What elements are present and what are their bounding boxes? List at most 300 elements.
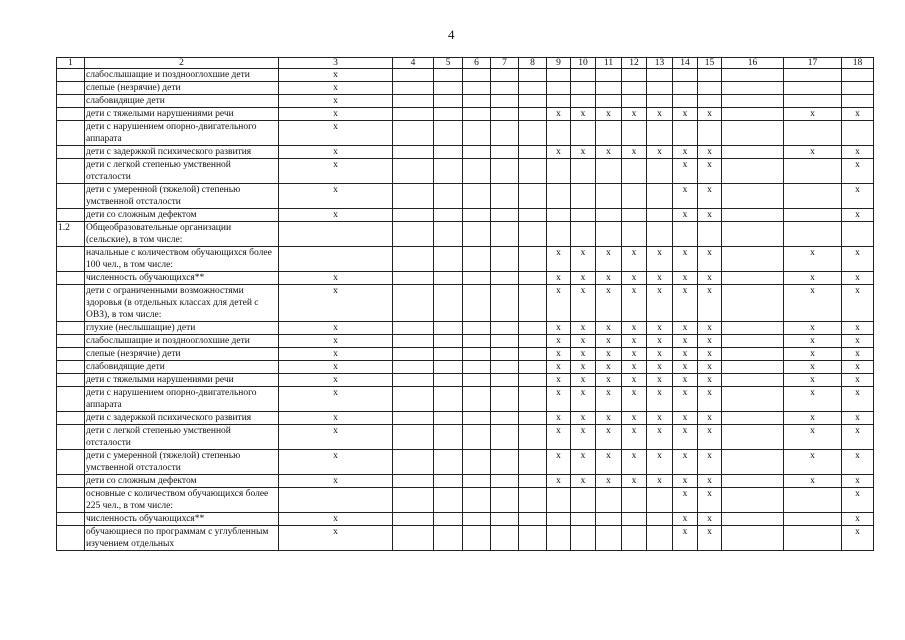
data-table (56, 57, 874, 551)
cell-col-3 (279, 222, 393, 247)
cell-col-5 (434, 69, 463, 82)
cell-col-3: x (279, 348, 393, 361)
cell-col-11 (596, 488, 622, 513)
cell-col-6 (463, 121, 491, 146)
cell-col-8 (519, 108, 547, 121)
row-label: дети с тяжелыми нарушениями речи (85, 374, 279, 387)
table-row (57, 95, 874, 108)
cell-col-14: x (673, 348, 698, 361)
cell-col-18: x (842, 108, 874, 121)
cell-col-9 (547, 513, 571, 526)
cell-col-5 (434, 488, 463, 513)
cell-col-5 (434, 247, 463, 272)
cell-col-12 (622, 121, 647, 146)
cell-col-12: x (622, 361, 647, 374)
cell-col-4 (393, 159, 434, 184)
cell-col-9 (547, 121, 571, 146)
row-number: 1.2 (57, 222, 85, 247)
cell-col-17: x (784, 450, 842, 475)
cell-col-11: x (596, 425, 622, 450)
cell-col-4 (393, 95, 434, 108)
cell-col-14 (673, 82, 698, 95)
cell-col-7 (491, 322, 519, 335)
table-row (57, 513, 874, 526)
cell-col-12 (622, 95, 647, 108)
table-row (57, 285, 874, 322)
cell-col-16 (722, 247, 784, 272)
cell-col-11 (596, 121, 622, 146)
cell-col-18: x (842, 348, 874, 361)
table-row (57, 374, 874, 387)
cell-col-14: x (673, 387, 698, 412)
cell-col-6 (463, 285, 491, 322)
table-row (57, 475, 874, 488)
cell-col-4 (393, 513, 434, 526)
cell-col-18: x (842, 159, 874, 184)
cell-col-4 (393, 209, 434, 222)
table-row (57, 209, 874, 222)
cell-col-18 (842, 95, 874, 108)
cell-col-4 (393, 272, 434, 285)
cell-col-12: x (622, 272, 647, 285)
cell-col-14: x (673, 184, 698, 209)
cell-col-9 (547, 159, 571, 184)
row-label: численность обучающихся** (85, 272, 279, 285)
cell-col-3: x (279, 108, 393, 121)
cell-col-5 (434, 222, 463, 247)
cell-col-15: x (698, 146, 722, 159)
cell-col-16 (722, 209, 784, 222)
row-number (57, 475, 85, 488)
cell-col-15: x (698, 374, 722, 387)
cell-col-17: x (784, 146, 842, 159)
cell-col-3: x (279, 146, 393, 159)
column-header-15: 15 (698, 58, 722, 69)
cell-col-15: x (698, 348, 722, 361)
table-body (57, 58, 874, 551)
cell-col-5 (434, 425, 463, 450)
row-label: дети с нарушением опорно-двигательного аппарата (85, 387, 279, 412)
cell-col-12: x (622, 285, 647, 322)
cell-col-5 (434, 184, 463, 209)
cell-col-3: x (279, 272, 393, 285)
cell-col-16 (722, 108, 784, 121)
cell-col-12: x (622, 450, 647, 475)
cell-col-8 (519, 374, 547, 387)
cell-col-7 (491, 285, 519, 322)
cell-col-7 (491, 450, 519, 475)
row-label: начальные с количеством обучающихся более 100 чел., в том числе: (85, 247, 279, 272)
cell-col-15: x (698, 526, 722, 551)
cell-col-6 (463, 184, 491, 209)
cell-col-9: x (547, 425, 571, 450)
cell-col-12 (622, 222, 647, 247)
cell-col-15: x (698, 272, 722, 285)
cell-col-16 (722, 425, 784, 450)
cell-col-12 (622, 69, 647, 82)
row-number (57, 184, 85, 209)
cell-col-18 (842, 121, 874, 146)
table-row (57, 108, 874, 121)
cell-col-8 (519, 488, 547, 513)
row-number (57, 361, 85, 374)
cell-col-13 (647, 526, 673, 551)
cell-col-17 (784, 69, 842, 82)
cell-col-18: x (842, 146, 874, 159)
row-number (57, 412, 85, 425)
cell-col-4 (393, 184, 434, 209)
cell-col-6 (463, 272, 491, 285)
column-header-4: 4 (393, 58, 434, 69)
row-label: Общеобразовательные организации (сельские), в том числе: (85, 222, 279, 247)
cell-col-8 (519, 69, 547, 82)
cell-col-12 (622, 82, 647, 95)
cell-col-8 (519, 82, 547, 95)
cell-col-6 (463, 361, 491, 374)
cell-col-9: x (547, 247, 571, 272)
table-row (57, 335, 874, 348)
cell-col-7 (491, 348, 519, 361)
cell-col-7 (491, 335, 519, 348)
cell-col-17: x (784, 425, 842, 450)
cell-col-15: x (698, 322, 722, 335)
table-row (57, 184, 874, 209)
table-row (57, 387, 874, 412)
cell-col-11: x (596, 146, 622, 159)
cell-col-14: x (673, 247, 698, 272)
cell-col-10 (571, 159, 596, 184)
cell-col-17: x (784, 247, 842, 272)
cell-col-9: x (547, 322, 571, 335)
cell-col-7 (491, 159, 519, 184)
cell-col-8 (519, 412, 547, 425)
cell-col-16 (722, 82, 784, 95)
column-header-12: 12 (622, 58, 647, 69)
row-number (57, 247, 85, 272)
table-row (57, 526, 874, 551)
cell-col-15: x (698, 285, 722, 322)
cell-col-15: x (698, 184, 722, 209)
cell-col-9: x (547, 108, 571, 121)
row-label: дети с ограниченными возможностями здоровья (в отдельных классах для детей с ОВЗ), в том числе: (85, 285, 279, 322)
cell-col-4 (393, 322, 434, 335)
cell-col-5 (434, 146, 463, 159)
cell-col-7 (491, 209, 519, 222)
cell-col-12 (622, 488, 647, 513)
cell-col-12 (622, 513, 647, 526)
cell-col-3: x (279, 425, 393, 450)
cell-col-3: x (279, 322, 393, 335)
cell-col-15: x (698, 475, 722, 488)
cell-col-13 (647, 488, 673, 513)
cell-col-3: x (279, 361, 393, 374)
cell-col-6 (463, 450, 491, 475)
row-label: слабовидящие дети (85, 361, 279, 374)
cell-col-10: x (571, 361, 596, 374)
cell-col-8 (519, 450, 547, 475)
table-row (57, 69, 874, 82)
cell-col-3 (279, 247, 393, 272)
row-number (57, 450, 85, 475)
cell-col-11: x (596, 475, 622, 488)
cell-col-18: x (842, 285, 874, 322)
table-row (57, 159, 874, 184)
row-label: дети с задержкой психического развития (85, 146, 279, 159)
cell-col-7 (491, 387, 519, 412)
cell-col-14: x (673, 526, 698, 551)
cell-col-5 (434, 335, 463, 348)
cell-col-6 (463, 425, 491, 450)
cell-col-4 (393, 108, 434, 121)
cell-col-16 (722, 121, 784, 146)
cell-col-12 (622, 209, 647, 222)
cell-col-13 (647, 513, 673, 526)
cell-col-6 (463, 95, 491, 108)
cell-col-8 (519, 348, 547, 361)
cell-col-11: x (596, 450, 622, 475)
cell-col-14: x (673, 272, 698, 285)
cell-col-10: x (571, 387, 596, 412)
cell-col-4 (393, 335, 434, 348)
cell-col-5 (434, 374, 463, 387)
cell-col-7 (491, 121, 519, 146)
cell-col-6 (463, 209, 491, 222)
row-label: слабослышащие и позднооглохшие дети (85, 69, 279, 82)
cell-col-10 (571, 222, 596, 247)
cell-col-15: x (698, 335, 722, 348)
cell-col-16 (722, 361, 784, 374)
cell-col-10 (571, 184, 596, 209)
cell-col-12 (622, 159, 647, 184)
cell-col-13: x (647, 322, 673, 335)
cell-col-11: x (596, 272, 622, 285)
cell-col-3: x (279, 184, 393, 209)
cell-col-3: x (279, 95, 393, 108)
cell-col-7 (491, 526, 519, 551)
cell-col-10: x (571, 425, 596, 450)
column-header-2: 2 (85, 58, 279, 69)
cell-col-11 (596, 69, 622, 82)
cell-col-13: x (647, 387, 673, 412)
cell-col-11 (596, 184, 622, 209)
cell-col-6 (463, 159, 491, 184)
cell-col-6 (463, 247, 491, 272)
row-number (57, 146, 85, 159)
cell-col-15 (698, 222, 722, 247)
cell-col-5 (434, 95, 463, 108)
cell-col-3: x (279, 513, 393, 526)
row-number (57, 159, 85, 184)
row-label: дети со сложным дефектом (85, 475, 279, 488)
row-label: глухие (неслышащие) дети (85, 322, 279, 335)
cell-col-13: x (647, 450, 673, 475)
cell-col-16 (722, 387, 784, 412)
column-header-1: 1 (57, 58, 85, 69)
cell-col-4 (393, 69, 434, 82)
cell-col-8 (519, 184, 547, 209)
cell-col-18: x (842, 322, 874, 335)
cell-col-9 (547, 209, 571, 222)
cell-col-11: x (596, 322, 622, 335)
cell-col-11 (596, 159, 622, 184)
row-number (57, 285, 85, 322)
cell-col-6 (463, 222, 491, 247)
cell-col-10: x (571, 108, 596, 121)
cell-col-8 (519, 146, 547, 159)
cell-col-18 (842, 222, 874, 247)
cell-col-5 (434, 322, 463, 335)
cell-col-4 (393, 374, 434, 387)
row-label: дети с тяжелыми нарушениями речи (85, 108, 279, 121)
cell-col-10: x (571, 322, 596, 335)
table-row (57, 412, 874, 425)
cell-col-9: x (547, 450, 571, 475)
cell-col-10 (571, 513, 596, 526)
page-number: 4 (448, 27, 455, 42)
cell-col-9: x (547, 412, 571, 425)
row-number (57, 488, 85, 513)
column-header-7: 7 (491, 58, 519, 69)
cell-col-3: x (279, 121, 393, 146)
cell-col-7 (491, 222, 519, 247)
cell-col-4 (393, 526, 434, 551)
cell-col-6 (463, 412, 491, 425)
cell-col-7 (491, 374, 519, 387)
cell-col-17: x (784, 412, 842, 425)
table-row (57, 450, 874, 475)
row-label: дети с легкой степенью умственной отсталости (85, 159, 279, 184)
cell-col-12: x (622, 108, 647, 121)
cell-col-5 (434, 475, 463, 488)
cell-col-8 (519, 159, 547, 184)
cell-col-11: x (596, 285, 622, 322)
row-label: численность обучающихся** (85, 513, 279, 526)
cell-col-13: x (647, 247, 673, 272)
cell-col-11: x (596, 108, 622, 121)
cell-col-13 (647, 82, 673, 95)
cell-col-6 (463, 374, 491, 387)
cell-col-9 (547, 222, 571, 247)
cell-col-8 (519, 387, 547, 412)
cell-col-10: x (571, 272, 596, 285)
cell-col-18: x (842, 335, 874, 348)
cell-col-4 (393, 450, 434, 475)
cell-col-10 (571, 95, 596, 108)
cell-col-14 (673, 69, 698, 82)
row-number (57, 121, 85, 146)
cell-col-7 (491, 146, 519, 159)
cell-col-16 (722, 488, 784, 513)
cell-col-13: x (647, 146, 673, 159)
row-number (57, 374, 85, 387)
cell-col-10 (571, 69, 596, 82)
cell-col-4 (393, 146, 434, 159)
cell-col-15: x (698, 108, 722, 121)
row-number (57, 513, 85, 526)
cell-col-12 (622, 526, 647, 551)
cell-col-10: x (571, 475, 596, 488)
cell-col-9: x (547, 146, 571, 159)
cell-col-4 (393, 285, 434, 322)
cell-col-8 (519, 95, 547, 108)
cell-col-3: x (279, 374, 393, 387)
cell-col-17 (784, 513, 842, 526)
cell-col-5 (434, 348, 463, 361)
row-number (57, 322, 85, 335)
cell-col-14: x (673, 209, 698, 222)
cell-col-9 (547, 184, 571, 209)
cell-col-16 (722, 146, 784, 159)
cell-col-5 (434, 361, 463, 374)
cell-col-13: x (647, 108, 673, 121)
cell-col-14 (673, 121, 698, 146)
cell-col-8 (519, 335, 547, 348)
row-number (57, 526, 85, 551)
cell-col-9 (547, 488, 571, 513)
cell-col-7 (491, 361, 519, 374)
cell-col-13 (647, 209, 673, 222)
cell-col-15: x (698, 159, 722, 184)
cell-col-9 (547, 526, 571, 551)
cell-col-11 (596, 82, 622, 95)
cell-col-16 (722, 513, 784, 526)
cell-col-15 (698, 121, 722, 146)
cell-col-8 (519, 222, 547, 247)
cell-col-17: x (784, 335, 842, 348)
table-row (57, 322, 874, 335)
cell-col-5 (434, 450, 463, 475)
cell-col-15: x (698, 450, 722, 475)
cell-col-13: x (647, 361, 673, 374)
row-number (57, 69, 85, 82)
cell-col-13: x (647, 425, 673, 450)
cell-col-12: x (622, 348, 647, 361)
cell-col-4 (393, 361, 434, 374)
cell-col-18: x (842, 184, 874, 209)
cell-col-17 (784, 95, 842, 108)
cell-col-15: x (698, 209, 722, 222)
table-row (57, 425, 874, 450)
table-row (57, 121, 874, 146)
cell-col-11 (596, 95, 622, 108)
cell-col-6 (463, 322, 491, 335)
cell-col-17 (784, 184, 842, 209)
cell-col-11: x (596, 348, 622, 361)
cell-col-17: x (784, 272, 842, 285)
cell-col-8 (519, 272, 547, 285)
cell-col-3 (279, 488, 393, 513)
row-number (57, 387, 85, 412)
row-number (57, 335, 85, 348)
cell-col-6 (463, 387, 491, 412)
cell-col-10: x (571, 348, 596, 361)
column-header-13: 13 (647, 58, 673, 69)
cell-col-13: x (647, 374, 673, 387)
cell-col-18: x (842, 247, 874, 272)
cell-col-16 (722, 95, 784, 108)
row-label: обучающиеся по программам с углубленным изучением отдельных (85, 526, 279, 551)
cell-col-18: x (842, 475, 874, 488)
cell-col-3: x (279, 285, 393, 322)
cell-col-18: x (842, 526, 874, 551)
row-label: дети с умеренной (тяжелой) степенью умственной отсталости (85, 450, 279, 475)
cell-col-11: x (596, 412, 622, 425)
cell-col-17 (784, 82, 842, 95)
row-label: основные с количеством обучающихся более 225 чел., в том числе: (85, 488, 279, 513)
cell-col-9: x (547, 348, 571, 361)
cell-col-15: x (698, 247, 722, 272)
cell-col-8 (519, 425, 547, 450)
